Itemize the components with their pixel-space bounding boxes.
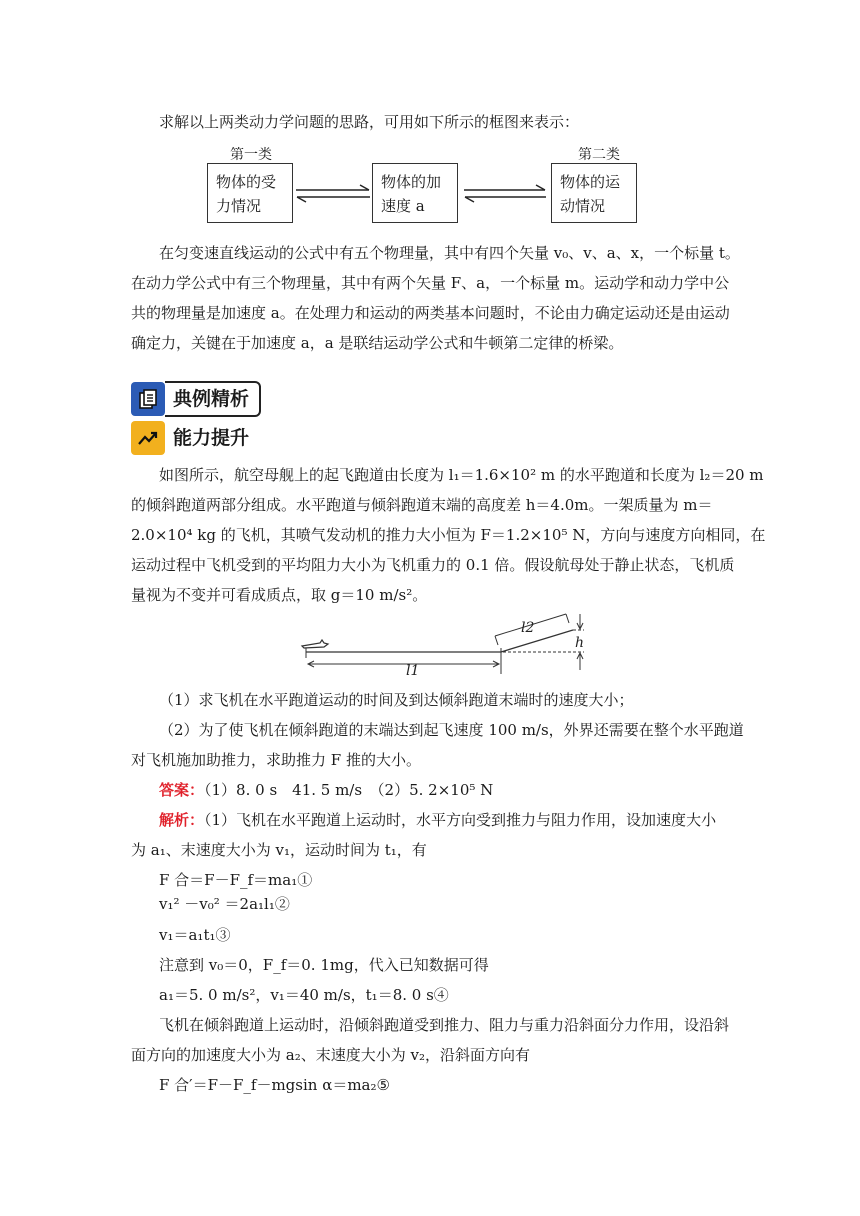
flow-box-force: 物体的受力情况 xyxy=(207,163,293,223)
equation-3: v₁＝a₁t₁③ xyxy=(159,926,231,944)
answer-label: 答案： xyxy=(159,781,205,799)
section-title-examples: 典例精析 xyxy=(165,381,261,417)
document-icon xyxy=(131,382,165,416)
para-line-4: 确定力，关键在于加速度 a，a 是联结运动学公式和牛顿第二定律的桥梁。 xyxy=(131,334,624,352)
section-header-improve xyxy=(131,421,259,455)
problem-line-5: 量视为不变并可看成质点，取 g＝10 m/s²。 xyxy=(131,586,428,604)
flow-box-motion: 物体的运动情况 xyxy=(551,163,637,223)
airplane-icon xyxy=(302,640,328,648)
problem-line-2: 的倾斜跑道两部分组成。水平跑道与倾斜跑道末端的高度差 h＝4.0m。一架质量为 m＝ xyxy=(131,496,713,514)
equation-4: a₁＝5. 0 m/s²，v₁＝40 m/s，t₁＝8. 0 s④ xyxy=(159,986,449,1004)
equation-5: F 合′＝F－F_f－mgsin α＝ma₂⑤ xyxy=(159,1076,390,1094)
intro-text: 求解以上两类动力学问题的思路，可用如下所示的框图来表示： xyxy=(159,113,580,131)
problem-line-4: 运动过程中飞机受到的平均阻力大小为飞机重力的 0.1 倍。假设航母处于静止状态，飞机质 xyxy=(131,556,735,574)
equation-2: v₁² －v₀² ＝2a₁l₁② xyxy=(159,895,290,913)
analysis-line-slope-1: 飞机在倾斜跑道上运动时，沿倾斜跑道受到推力、阻力与重力沿斜面分力作用，设沿斜 xyxy=(159,1016,730,1034)
question-2-line-1: （2）为了使飞机在倾斜跑道的末端达到起飞速度 100 m/s，外界还需要在整个水平跑道 xyxy=(159,721,744,739)
equation-1: F 合＝F－F_f＝ma₁① xyxy=(159,871,313,889)
analysis-line-note: 注意到 v₀＝0，F_f＝0. 1mg，代入已知数据可得 xyxy=(159,956,489,974)
answer-text: （1）8. 0 s 41. 5 m/s （2）5. 2×10⁵ N xyxy=(204,781,494,799)
problem-line-1: 如图所示，航空母舰上的起飞跑道由长度为 l₁＝1.6×10² m 的水平跑道和长度为 l₂＝20 m xyxy=(159,466,764,484)
question-2-line-2: 对飞机施加助推力，求助推力 F 推的大小。 xyxy=(131,751,421,769)
problem-line-3: 2.0×10⁴ kg 的飞机，其喷气发动机的推力大小恒为 F＝1.2×10⁵ N，方向与速度方向相同，在 xyxy=(131,526,766,544)
section-title-improve: 能力提升 xyxy=(173,427,250,449)
para-line-1: 在匀变速直线运动的公式中有五个物理量，其中有四个矢量 v₀、v、a、x，一个标量 t。 xyxy=(159,244,740,262)
para-line-2: 在动力学公式中有三个物理量，其中有两个矢量 F、a，一个标量 m。运动学和动力学中公 xyxy=(131,274,730,292)
figure-label-l2: l2 xyxy=(521,620,535,636)
answer-row xyxy=(159,780,493,800)
runway-figure xyxy=(298,612,598,680)
para-line-3: 共的物理量是加速度 a。在处理力和运动的两类基本问题时，不论由力确定运动还是由运动 xyxy=(131,304,730,322)
double-arrow-icon xyxy=(294,183,372,205)
double-arrow-icon xyxy=(462,183,548,205)
flow-label-first: 第一类 xyxy=(230,147,272,163)
analysis-line-2: 为 a₁、末速度大小为 v₁，运动时间为 t₁，有 xyxy=(131,841,427,859)
flow-box-acceleration: 物体的加速度 a xyxy=(372,163,458,223)
figure-label-l1: l1 xyxy=(406,663,420,679)
analysis-first-line: （1）飞机在水平跑道上运动时，水平方向受到推力与阻力作用，设加速度大小 xyxy=(204,811,717,829)
figure-label-h: h xyxy=(575,635,585,651)
flow-label-second: 第二类 xyxy=(578,147,620,163)
section-header-examples xyxy=(131,382,261,416)
analysis-line-slope-2: 面方向的加速度大小为 a₂、末速度大小为 v₂，沿斜面方向有 xyxy=(131,1046,530,1064)
analysis-row xyxy=(159,810,716,830)
analysis-label: 解析： xyxy=(159,811,205,829)
trend-up-icon xyxy=(131,421,165,455)
question-1: （1）求飞机在水平跑道运动的时间及到达倾斜跑道末端时的速度大小； xyxy=(159,691,634,709)
